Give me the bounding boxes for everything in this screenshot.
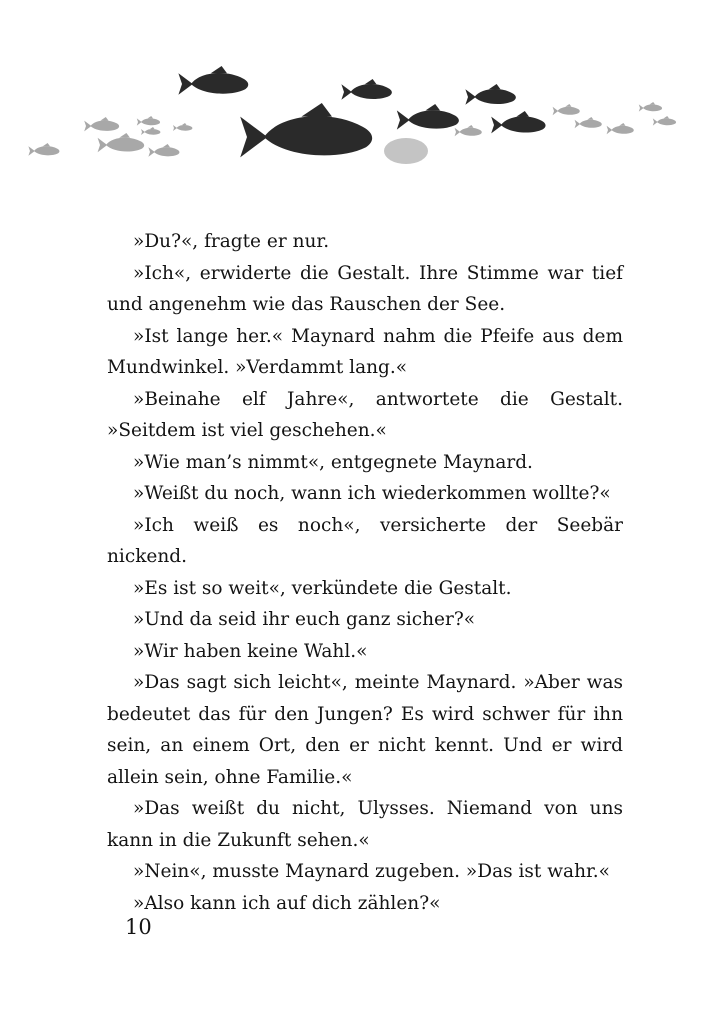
paragraph-12: »Das weißt du nicht, Ulysses. Niemand von uns kann in die Zukunft sehen.« [107,798,623,851]
paragraph-9: »Und da seid ihr euch ganz sicher?« [133,609,476,630]
paragraph-13: »Nein«, musste Maynard zugeben. »Das ist wahr.« [133,861,610,882]
fish-school-illustration [0,40,719,180]
paragraph-10: »Wir haben keine Wahl.« [133,640,368,662]
paragraph-11: »Das sagt sich leicht«, meinte Maynard. »Aber was bedeutet das für den Jungen? Es wird schwer für ihn sein, an einem Ort, den er nicht kennt. Und er wird allein sein, ohne Familie.« [107,672,623,788]
paragraph-6: »Weißt du noch, wann ich wiederkommen wollte?« [133,483,611,504]
paragraph-2: »Ich«, erwiderte die Gestalt. Ihre Stimme war tief und angenehm wie das Rauschen der See. [107,262,623,315]
paragraph-4: »Beinahe elf Jahre«, antwortete die Gestalt. »Seitdem ist viel geschehen.« [107,388,623,441]
paragraph-3: »Ist lange her.« Maynard nahm die Pfeife aus dem Mundwinkel. »Verdammt lang.« [107,325,623,378]
dark-fish-group [178,66,545,157]
paragraph-1: »Du?«, fragte er nur. [133,231,330,252]
paragraph-8: »Es ist so weit«, verkündete die Gestalt. [133,577,512,599]
paragraph-5: »Wie man’s nimmt«, entgegnete Maynard. [133,451,533,473]
page-number: 10 [125,915,152,939]
paragraph-7: »Ich weiß es noch«, versicherte der Seebär nickend. [107,514,623,567]
body-text [107,226,623,919]
bubble-cloud [384,138,428,164]
paragraph-14: »Also kann ich auf dich zählen?« [133,892,441,914]
